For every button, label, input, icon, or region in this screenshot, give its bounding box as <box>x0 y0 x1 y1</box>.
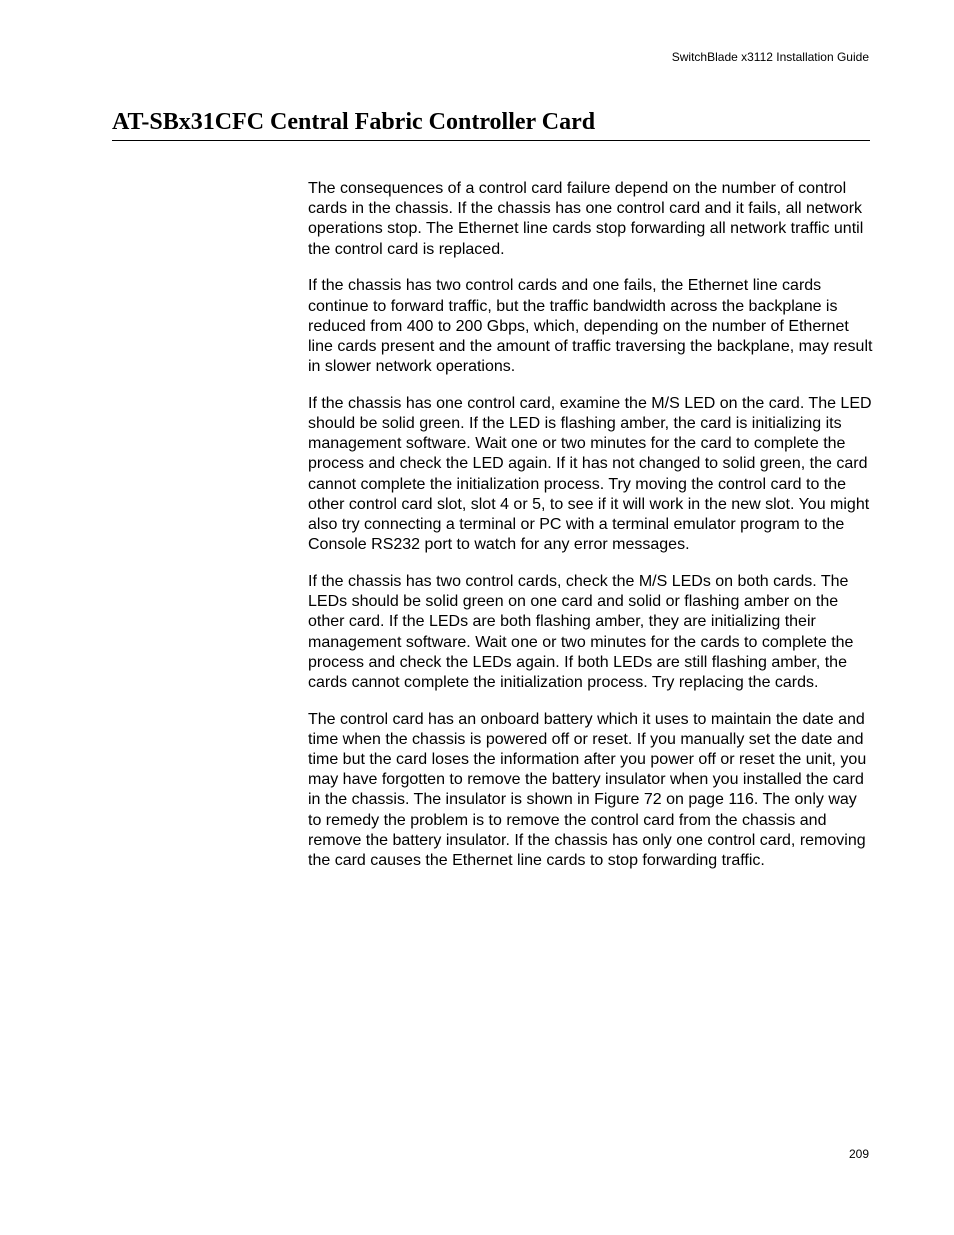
body-text <box>308 179 873 888</box>
paragraph: If the chassis has two control cards, check the M/S LEDs on both cards. The LEDs should be solid green on one card and solid or flashing amber on the other card. If the LEDs are both flashing amber, they are initializing their management software. Wait one or two minutes for the cards to complete the process and check the LEDs again. If both LEDs are still flashing amber, the cards cannot complete the initialization process. Try replacing the cards. <box>308 572 854 691</box>
section-title: AT-SBx31CFC Central Fabric Controller Card <box>112 109 596 135</box>
paragraph: The consequences of a control card failure depend on the number of control cards in the chassis. If the chassis has one control card and it fails, all network operations stop. The Ethernet line cards stop forwarding all network traffic until the control card is replaced. <box>308 180 864 258</box>
paragraph: If the chassis has one control card, examine the M/S LED on the card. The LED should be solid green. If the LED is flashing amber, the card is initializing its management software. Wait one or two minutes for the card to complete the process and check the LED again. If it has not changed to solid green, the card cannot complete the initialization process. Try moving the control card to the other control card slot, slot 4 or 5, to see if it will work in the new slot. You might also try connecting a terminal or PC with a terminal emulator program to the Console RS232 port to watch for any error messages. <box>308 394 872 554</box>
paragraph: The control card has an onboard battery which it uses to maintain the date and time when the chassis is powered off or reset. If you manually set the date and time but the card loses the information after you power off or reset the unit, you may have forgotten to remove the battery insulator when you installed the card in the chassis. The insulator is shown in Figure 72 on page 116. The only way to remedy the problem is to remove the control card from the chassis and remove the battery insulator. If the chassis has only one control card, removing the card causes the Ethernet line cards to stop forwarding traffic. <box>308 710 867 870</box>
page-number: 209 <box>848 1147 869 1161</box>
running-header: SwitchBlade x3112 Installation Guide <box>671 50 869 64</box>
title-divider <box>112 140 870 141</box>
paragraph: If the chassis has two control cards and one fails, the Ethernet line cards continue to forward traffic, but the traffic bandwidth across the backplane is reduced from 400 to 200 Gbps, which, depending on the number of Ethernet line cards present and the amount of traffic traversing the backplane, may result in slower network operations. <box>308 277 873 376</box>
